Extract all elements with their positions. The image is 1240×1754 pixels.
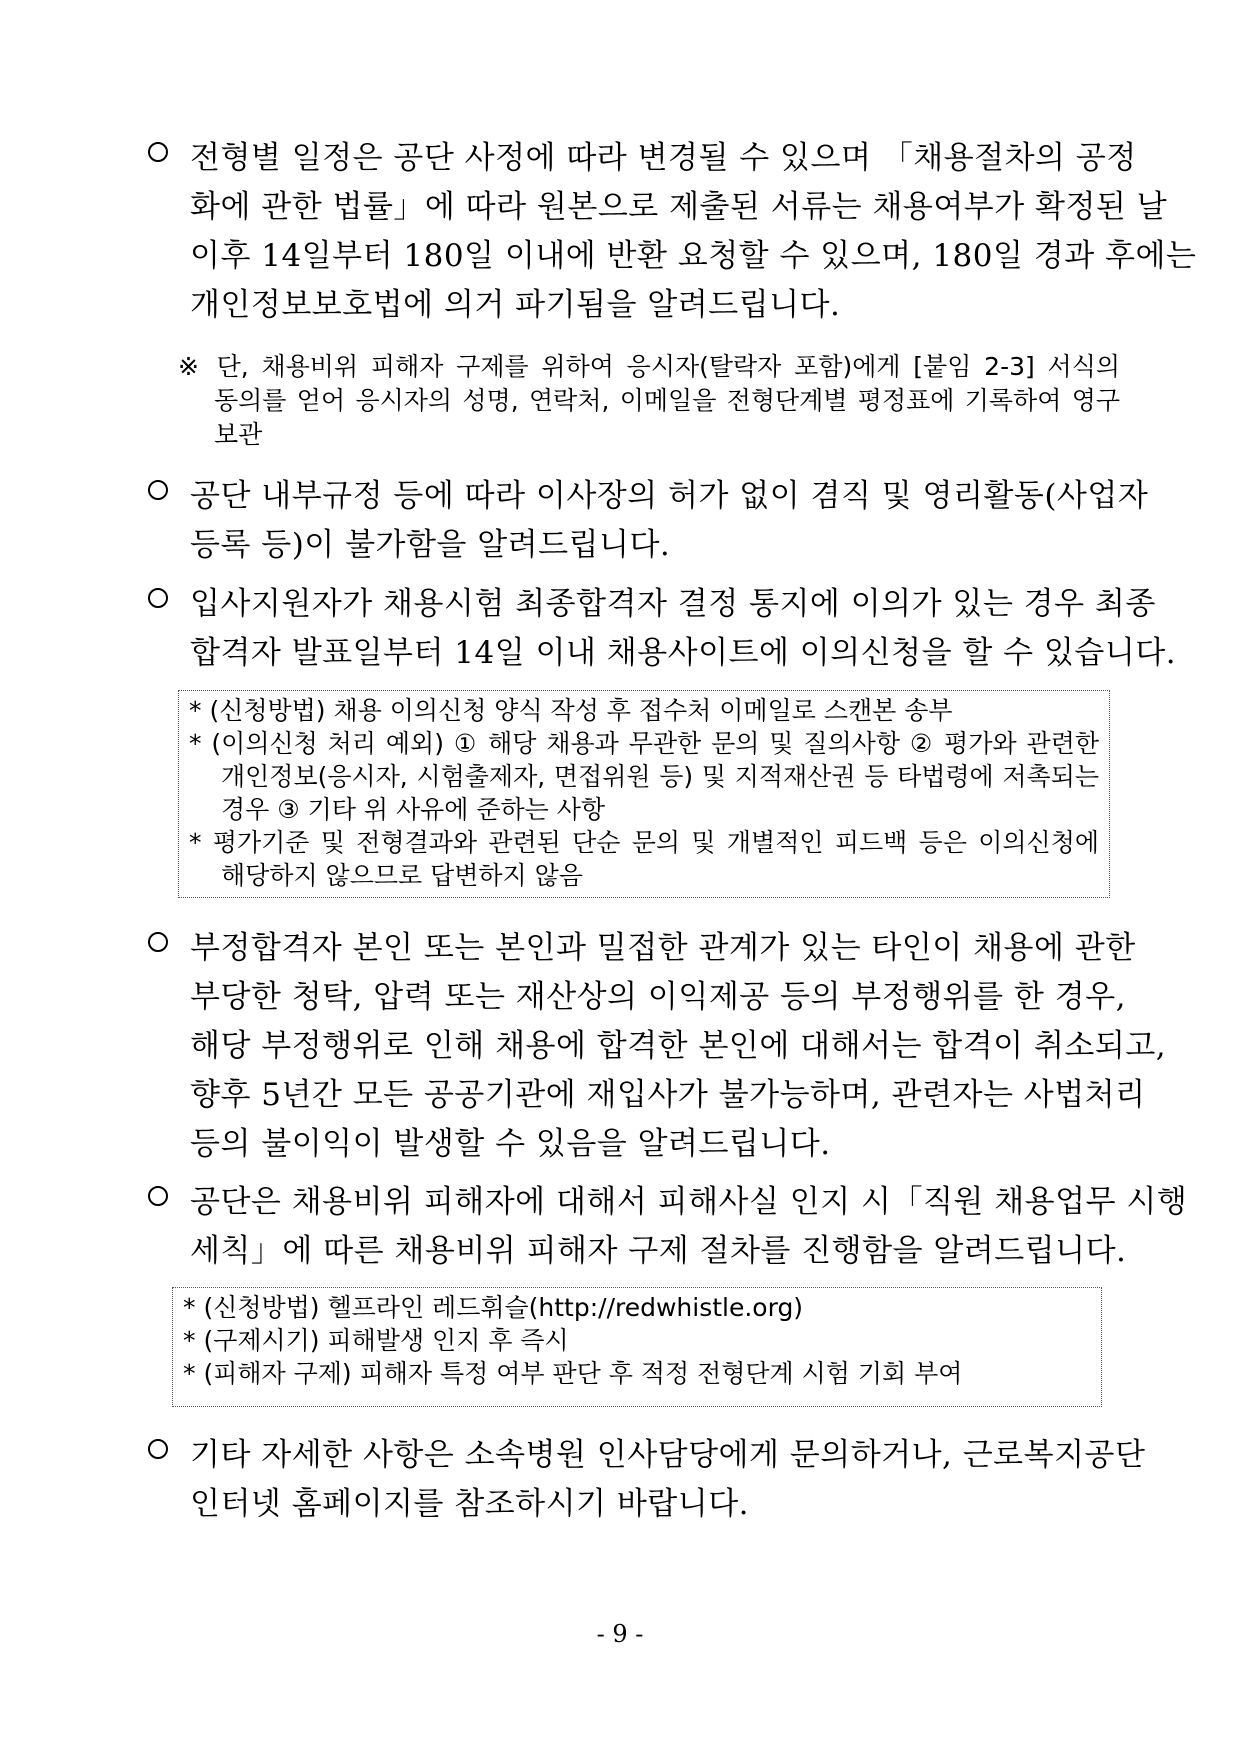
bullet-item-misconduct: [148, 924, 1167, 1169]
bullet-text: [190, 1431, 1146, 1529]
text-line: 화에 관한 법률」에 따라 원본으로 제출된 서류는 채용여부가 확정된 날: [190, 189, 1168, 225]
bullet-circle-icon: [148, 588, 168, 608]
bullet-item-objection: [148, 580, 1177, 678]
box-line: * (구제시기) 피해발생 인지 후 즉시: [183, 1326, 569, 1355]
box-line: * (이의신청 처리 예외) ① 해당 채용과 무관한 문의 및 질의사항 ② 평가와 관련한: [189, 729, 1099, 758]
text-line: 개인정보보호법에 의거 파기됨을 알려드립니다.: [190, 287, 841, 323]
text-line: 부정합격자 본인 또는 본인과 밀접한 관계가 있는 타인이 채용에 관한: [190, 930, 1136, 966]
objection-detail-box: [178, 690, 1110, 898]
box-line: * (신청방법) 채용 이의신청 양식 작성 후 접수처 이메일로 스캔본 송부: [189, 696, 953, 725]
page-number: - 9 -: [596, 1620, 644, 1648]
bullet-text: [190, 472, 1149, 570]
bullet-text: [190, 924, 1167, 1169]
text-line: 전형별 일정은 공단 사정에 따라 변경될 수 있으며 「채용절차의 공정: [190, 140, 1137, 176]
box-line: 개인정보(응시자, 시험출제자, 면접위원 등) 및 지적재산권 등 타법령에 저촉되는: [221, 762, 1099, 791]
text-line: 해당 부정행위로 인해 채용에 합격한 본인에 대해서는 합격이 취소되고,: [190, 1028, 1167, 1064]
reference-note: [178, 350, 1120, 452]
text-line: 등의 불이익이 발생할 수 있음을 알려드립니다.: [190, 1126, 831, 1162]
note-line: ※ 단, 채용비위 피해자 구제를 위하여 응시자(탈락자 포함)에게 [붙임 2-3] 서식의: [178, 352, 1120, 381]
bullet-circle-icon: [148, 142, 168, 162]
box-line: * (신청방법) 헬프라인 레드휘슬(http://redwhistle.org): [183, 1293, 804, 1322]
text-line: 인터넷 홈페이지를 참조하시기 바랍니다.: [190, 1486, 749, 1522]
bullet-item-schedule: [148, 134, 1197, 330]
bullet-circle-icon: [148, 480, 168, 500]
box-line: 해당하지 않으므로 답변하지 않음: [221, 861, 583, 890]
text-line: 합격자 발표일부터 14일 이내 채용사이트에 이의신청을 할 수 있습니다.: [190, 635, 1177, 671]
text-line: 기타 자세한 사항은 소속병원 인사담당에게 문의하거나, 근로복지공단: [190, 1437, 1146, 1473]
bullet-text: [190, 134, 1197, 330]
bullet-item-victim-relief: [148, 1178, 1188, 1276]
bullet-text: [190, 1178, 1188, 1276]
text-line: 공단 내부규정 등에 따라 이사장의 허가 없이 겸직 및 영리활동(사업자: [190, 478, 1149, 514]
note-line: 보관: [214, 420, 263, 449]
box-line: 경우 ③ 기타 위 사유에 준하는 사항: [221, 795, 606, 824]
box-line: * 평가기준 및 전형결과와 관련된 단순 문의 및 개별적인 피드백 등은 이의신청에: [189, 828, 1099, 857]
text-line: 부당한 청탁, 압력 또는 재산상의 이익제공 등의 부정행위를 한 경우,: [190, 979, 1126, 1015]
bullet-circle-icon: [148, 1439, 168, 1459]
bullet-text: [190, 580, 1177, 678]
text-line: 등록 등)이 불가함을 알려드립니다.: [190, 527, 671, 563]
box-line: * (피해자 구제) 피해자 특정 여부 판단 후 적정 전형단계 시험 기회 부여: [183, 1359, 963, 1388]
text-line: 이후 14일부터 180일 이내에 반환 요청할 수 있으며, 180일 경과 후에는: [190, 238, 1197, 274]
victim-relief-detail-box: [172, 1287, 1102, 1407]
note-line: 동의를 얻어 응시자의 성명, 연락처, 이메일을 전형단계별 평정표에 기록하여 영구: [214, 386, 1120, 415]
text-line: 공단은 채용비위 피해자에 대해서 피해사실 인지 시「직원 채용업무 시행: [190, 1184, 1188, 1220]
bullet-item-side-job: [148, 472, 1149, 570]
text-line: 입사지원자가 채용시험 최종합격자 결정 통지에 이의가 있는 경우 최종: [190, 586, 1156, 622]
text-line: 세칙」에 따른 채용비위 피해자 구제 절차를 진행함을 알려드립니다.: [190, 1233, 1127, 1269]
bullet-circle-icon: [148, 1186, 168, 1206]
bullet-circle-icon: [148, 932, 168, 952]
bullet-item-inquiries: [148, 1431, 1146, 1529]
text-line: 향후 5년간 모든 공공기관에 재입사가 불가능하며, 관련자는 사법처리: [190, 1077, 1146, 1113]
